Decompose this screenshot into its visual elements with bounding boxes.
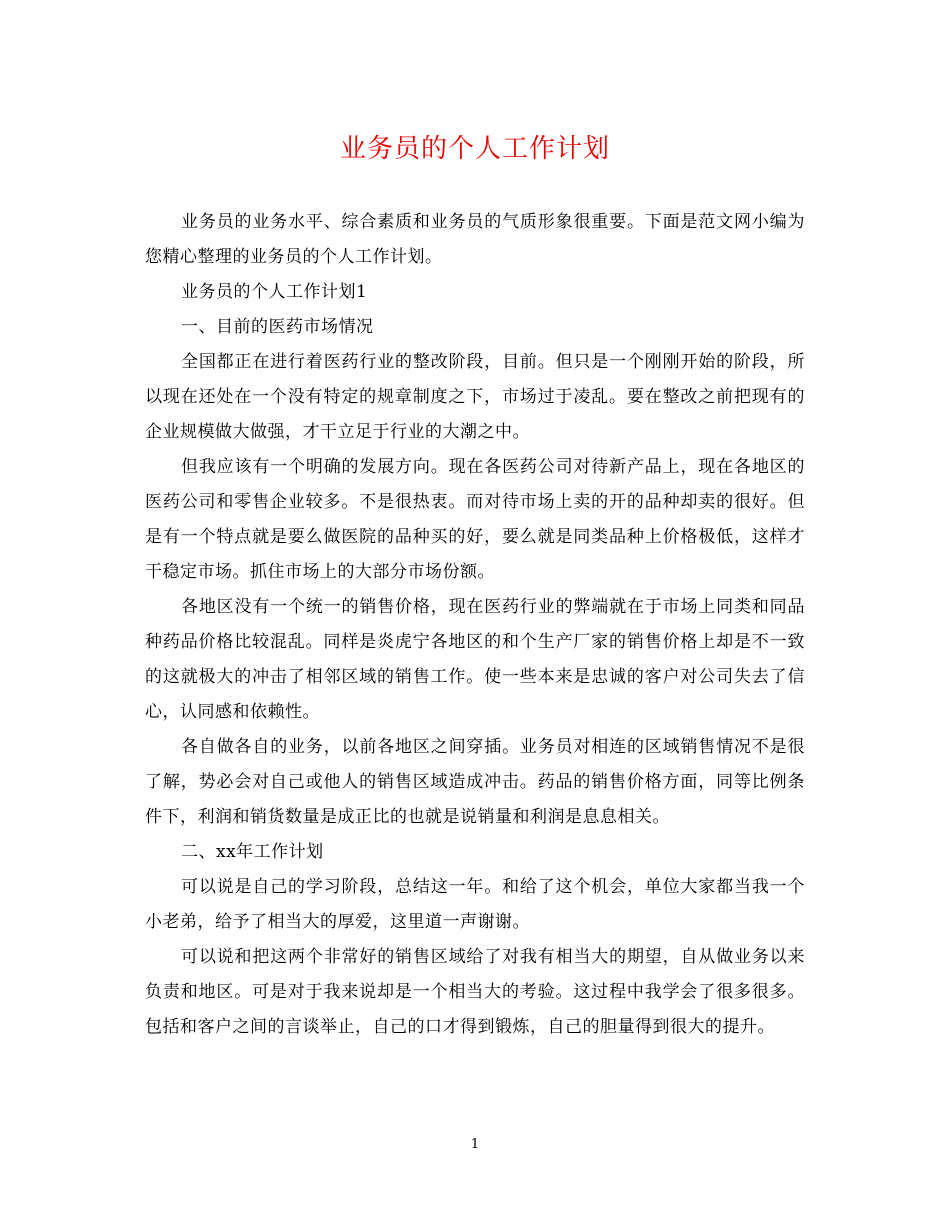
body-paragraph: 但我应该有一个明确的发展方向。现在各医药公司对待新产品上，现在各地区的医药公司和零售企业较多。不是很热衷。而对待市场上卖的开的品种却卖的很好。但是有一个特点就是要么做医院的品种买的好，要么就是同类品种上价格极低，这样才干稳定市场。抓住市场上的大部分市场份额。 <box>145 457 805 582</box>
body-paragraph: 可以说是自己的学习阶段，总结这一年。和给了这个机会，单位大家都当我一个小老弟，给予了相当大的厚爱，这里道一声谢谢。 <box>145 877 805 932</box>
document-body <box>145 205 805 1045</box>
body-paragraph: 可以说和把这两个非常好的销售区域给了对我有相当大的期望，自从做业务以来负责和地区。可是对于我来说却是一个相当大的考验。这过程中我学会了很多很多。包括和客户之间的言谈举止，自己的口才得到锻炼，自己的胆量得到很大的提升。 <box>145 947 805 1037</box>
section-heading-plan: 二、xx年工作计划 <box>181 842 324 862</box>
document-title: 业务员的个人工作计划 <box>339 134 610 164</box>
page-number: 1 <box>470 1137 480 1152</box>
plan-heading: 业务员的个人工作计划1 <box>181 282 368 302</box>
intro-paragraph: 业务员的业务水平、综合素质和业务员的气质形象很重要。下面是范文网小编为您精心整理的业务员的个人工作计划。 <box>145 212 805 267</box>
body-paragraph: 各地区没有一个统一的销售价格，现在医药行业的弊端就在于市场上同类和同品种药品价格比较混乱。同样是炎虎宁各地区的和个生产厂家的销售价格上却是不一致的这就极大的冲击了相邻区域的销售工作。使一些本来是忠诚的客户对公司失去了信心，认同感和依赖性。 <box>145 597 805 722</box>
body-paragraph: 各自做各自的业务，以前各地区之间穿插。业务员对相连的区域销售情况不是很了解，势必会对自己或他人的销售区域造成冲击。药品的销售价格方面，同等比例条件下，利润和销货数量是成正比的也就是说销量和利润是息息相关。 <box>145 737 805 827</box>
body-paragraph: 全国都正在进行着医药行业的整改阶段，目前。但只是一个刚刚开始的阶段，所以现在还处在一个没有特定的规章制度之下，市场过于凌乱。要在整改之前把现有的企业规模做大做强，才干立足于行业的大潮之中。 <box>145 352 805 442</box>
section-heading-market: 一、目前的医药市场情况 <box>181 317 374 337</box>
